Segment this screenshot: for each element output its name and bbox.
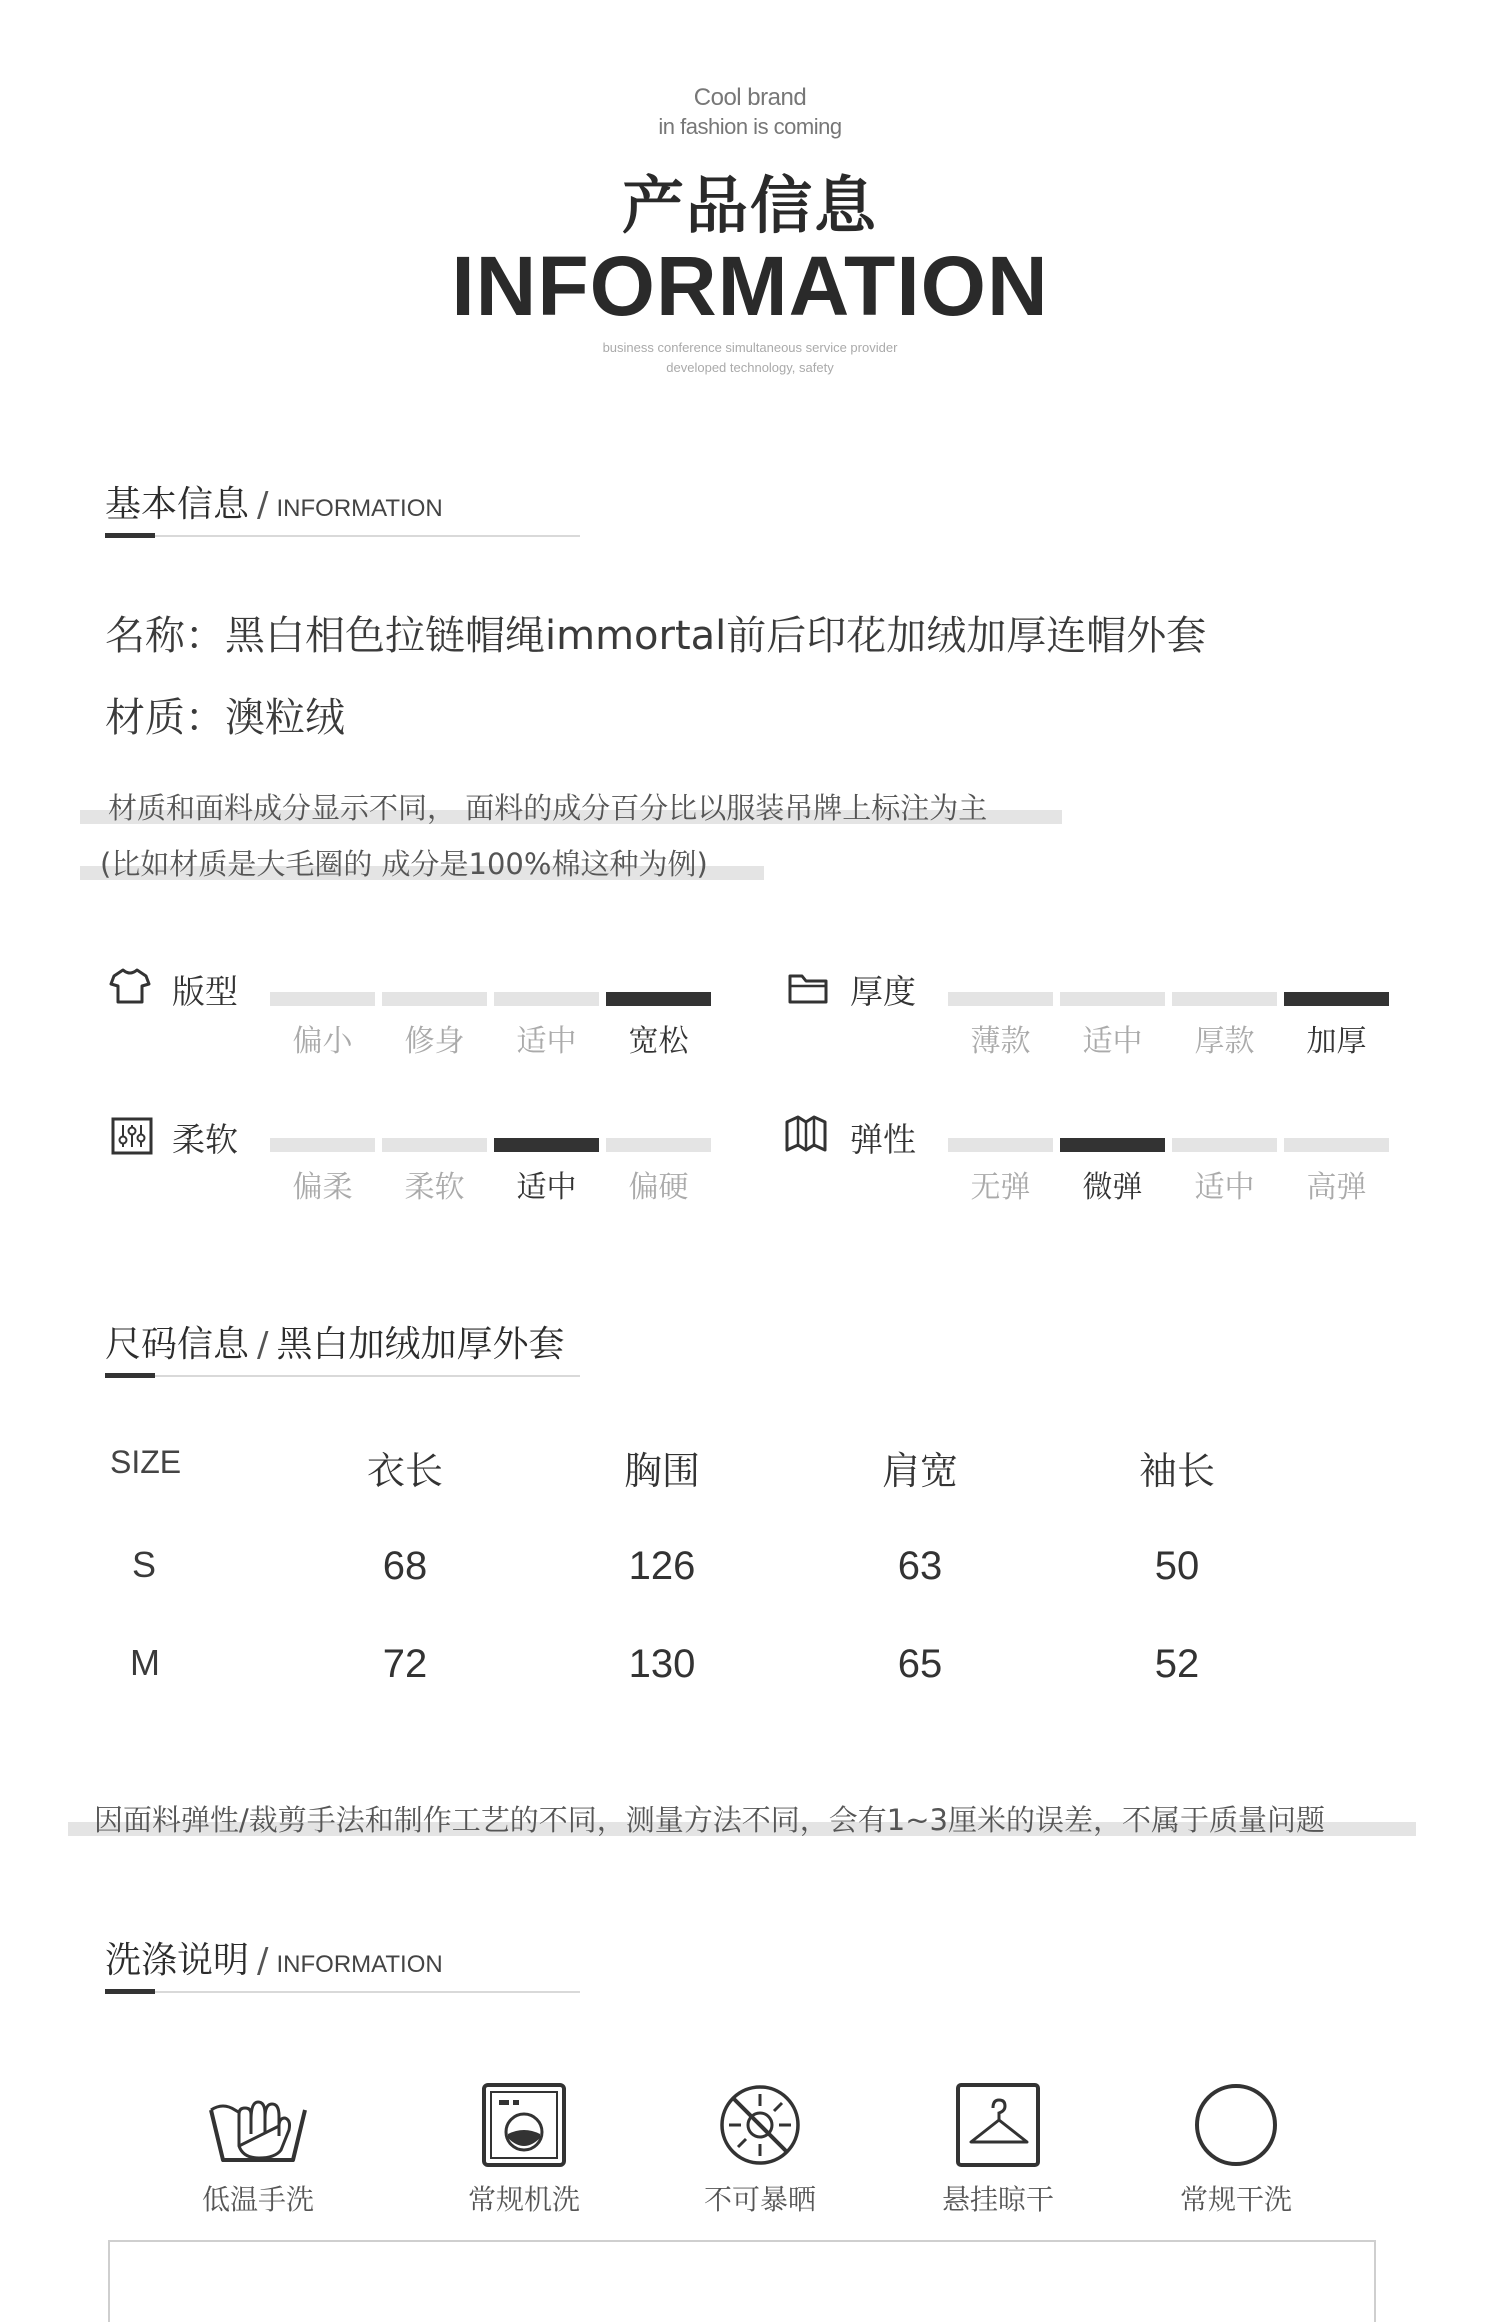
rating-option: 适中 [1082,1024,1143,1059]
section-divider-accent [105,1373,155,1378]
rating-option-selected: 加厚 [1306,1024,1367,1059]
rating-option: 偏小 [292,1024,353,1059]
rating-segment-selected [1284,992,1389,1006]
size-note: 因面料弹性/裁剪手法和制作工艺的不同，测量方法不同，会有1~3厘米的误差，不属于质量问题 [94,1803,1325,1837]
brand-line-2: in fashion is coming [658,114,842,139]
rating-label-elasticity: 弹性 [850,1120,916,1159]
machine-wash-icon [479,2080,569,2170]
rating-segment [270,992,375,1006]
rating-option-selected: 适中 [516,1170,577,1205]
material-note-2: (比如材质是大毛圈的 成分是100%棉这种为例) [100,847,708,881]
rating-label-fit: 版型 [172,972,238,1011]
wash-label: 常规干洗 [1179,2183,1292,2216]
product-name: 名称：黑白相色拉链帽绳immortal前后印花加绒加厚连帽外套 [105,613,1207,659]
page-title-cn: 产品信息 [621,169,878,242]
rating-segment-selected [1060,1138,1165,1152]
rating-option: 薄款 [970,1024,1031,1059]
brand-line-1: Cool brand [693,84,807,111]
tagline-1: business conference simultaneous service provider [602,340,898,355]
table-header-length: 衣长 [366,1449,443,1493]
rating-segment [1060,992,1165,1006]
wash-item [1136,2080,1336,2218]
table-cell: 68 [382,1544,428,1588]
rating-option: 偏硬 [628,1170,689,1205]
sliders-icon [110,1114,154,1162]
hand-wash-icon [203,2080,313,2170]
folder-icon [786,966,830,1014]
hang-dry-icon [953,2080,1043,2170]
rating-option: 柔软 [404,1170,465,1205]
table-cell: 63 [897,1544,943,1588]
section-header-basic: 基本信息 / INFORMATION [105,484,443,525]
table-header-shoulder: 肩宽 [881,1449,958,1493]
section-title-size: 尺码信息 [105,1324,250,1365]
section-divider-accent [105,1989,155,1994]
tagline-2: developed technology, safety [666,360,834,375]
rating-option-selected: 微弹 [1082,1170,1143,1205]
section-subtitle-basic: INFORMATION [276,495,443,522]
wash-label: 悬挂晾干 [941,2183,1054,2216]
wash-item [158,2080,358,2218]
rating-option: 偏柔 [292,1170,353,1205]
rating-option: 无弹 [970,1170,1031,1205]
tshirt-icon [108,964,152,1012]
table-cell: 130 [628,1642,696,1686]
rating-segment-selected [494,1138,599,1152]
section-title-basic: 基本信息 [105,484,250,525]
rating-segment [948,992,1053,1006]
wash-label: 常规机洗 [467,2183,580,2216]
rating-segment-selected [606,992,711,1006]
wash-label: 不可暴晒 [703,2183,816,2216]
rating-option: 高弹 [1306,1170,1367,1205]
no-sun-icon [715,2080,805,2170]
table-cell: 50 [1154,1544,1200,1588]
material-note-1: 材质和面料成分显示不同， 面料的成分百分比以服装吊牌上标注为主 [108,791,988,825]
dry-clean-icon [1191,2080,1281,2170]
rating-segment [1172,992,1277,1006]
section-divider [105,535,580,537]
wash-item [660,2080,860,2218]
table-cell-size: S [132,1544,157,1585]
rating-option: 厚款 [1194,1024,1255,1059]
table-cell: 72 [382,1642,428,1686]
section-divider-accent [105,533,155,538]
section-divider [105,1991,580,1993]
section-header-wash: 洗涤说明 / INFORMATION [105,1940,443,1981]
table-header-chest: 胸围 [623,1449,700,1493]
product-material: 材质：澳粒绒 [105,695,345,741]
rating-segment [382,992,487,1006]
table-cell: 65 [897,1642,943,1686]
section-subtitle-size: 黑白加绒加厚外套 [276,1324,565,1365]
rating-option: 适中 [516,1024,577,1059]
rating-option: 修身 [404,1024,465,1059]
rating-label-thickness: 厚度 [850,972,916,1011]
wash-item [424,2080,624,2218]
bottom-frame [108,2240,1376,2322]
rating-segment [494,992,599,1006]
rating-segment [270,1138,375,1152]
section-header-size: 尺码信息 / 黑白加绒加厚外套 [105,1324,565,1365]
rating-segment [606,1138,711,1152]
rating-option: 适中 [1194,1170,1255,1205]
rating-segment [1172,1138,1277,1152]
section-divider [105,1375,580,1377]
rating-label-softness: 柔软 [172,1120,238,1159]
wash-label: 低温手洗 [201,2183,314,2216]
wash-item [898,2080,1098,2218]
section-title-wash: 洗涤说明 [105,1940,250,1981]
table-cell: 126 [628,1544,696,1588]
page-title-en: INFORMATION [451,239,1049,333]
section-subtitle-wash: INFORMATION [276,1951,443,1978]
table-cell: 52 [1154,1642,1200,1686]
table-cell-size: M [130,1642,160,1683]
rating-segment [948,1138,1053,1152]
rating-option-selected: 宽松 [628,1024,689,1059]
table-header-sleeve: 袖长 [1138,1449,1215,1493]
rating-segment [382,1138,487,1152]
table-header-size: SIZE [110,1444,182,1480]
map-icon [784,1112,828,1160]
rating-segment [1284,1138,1389,1152]
